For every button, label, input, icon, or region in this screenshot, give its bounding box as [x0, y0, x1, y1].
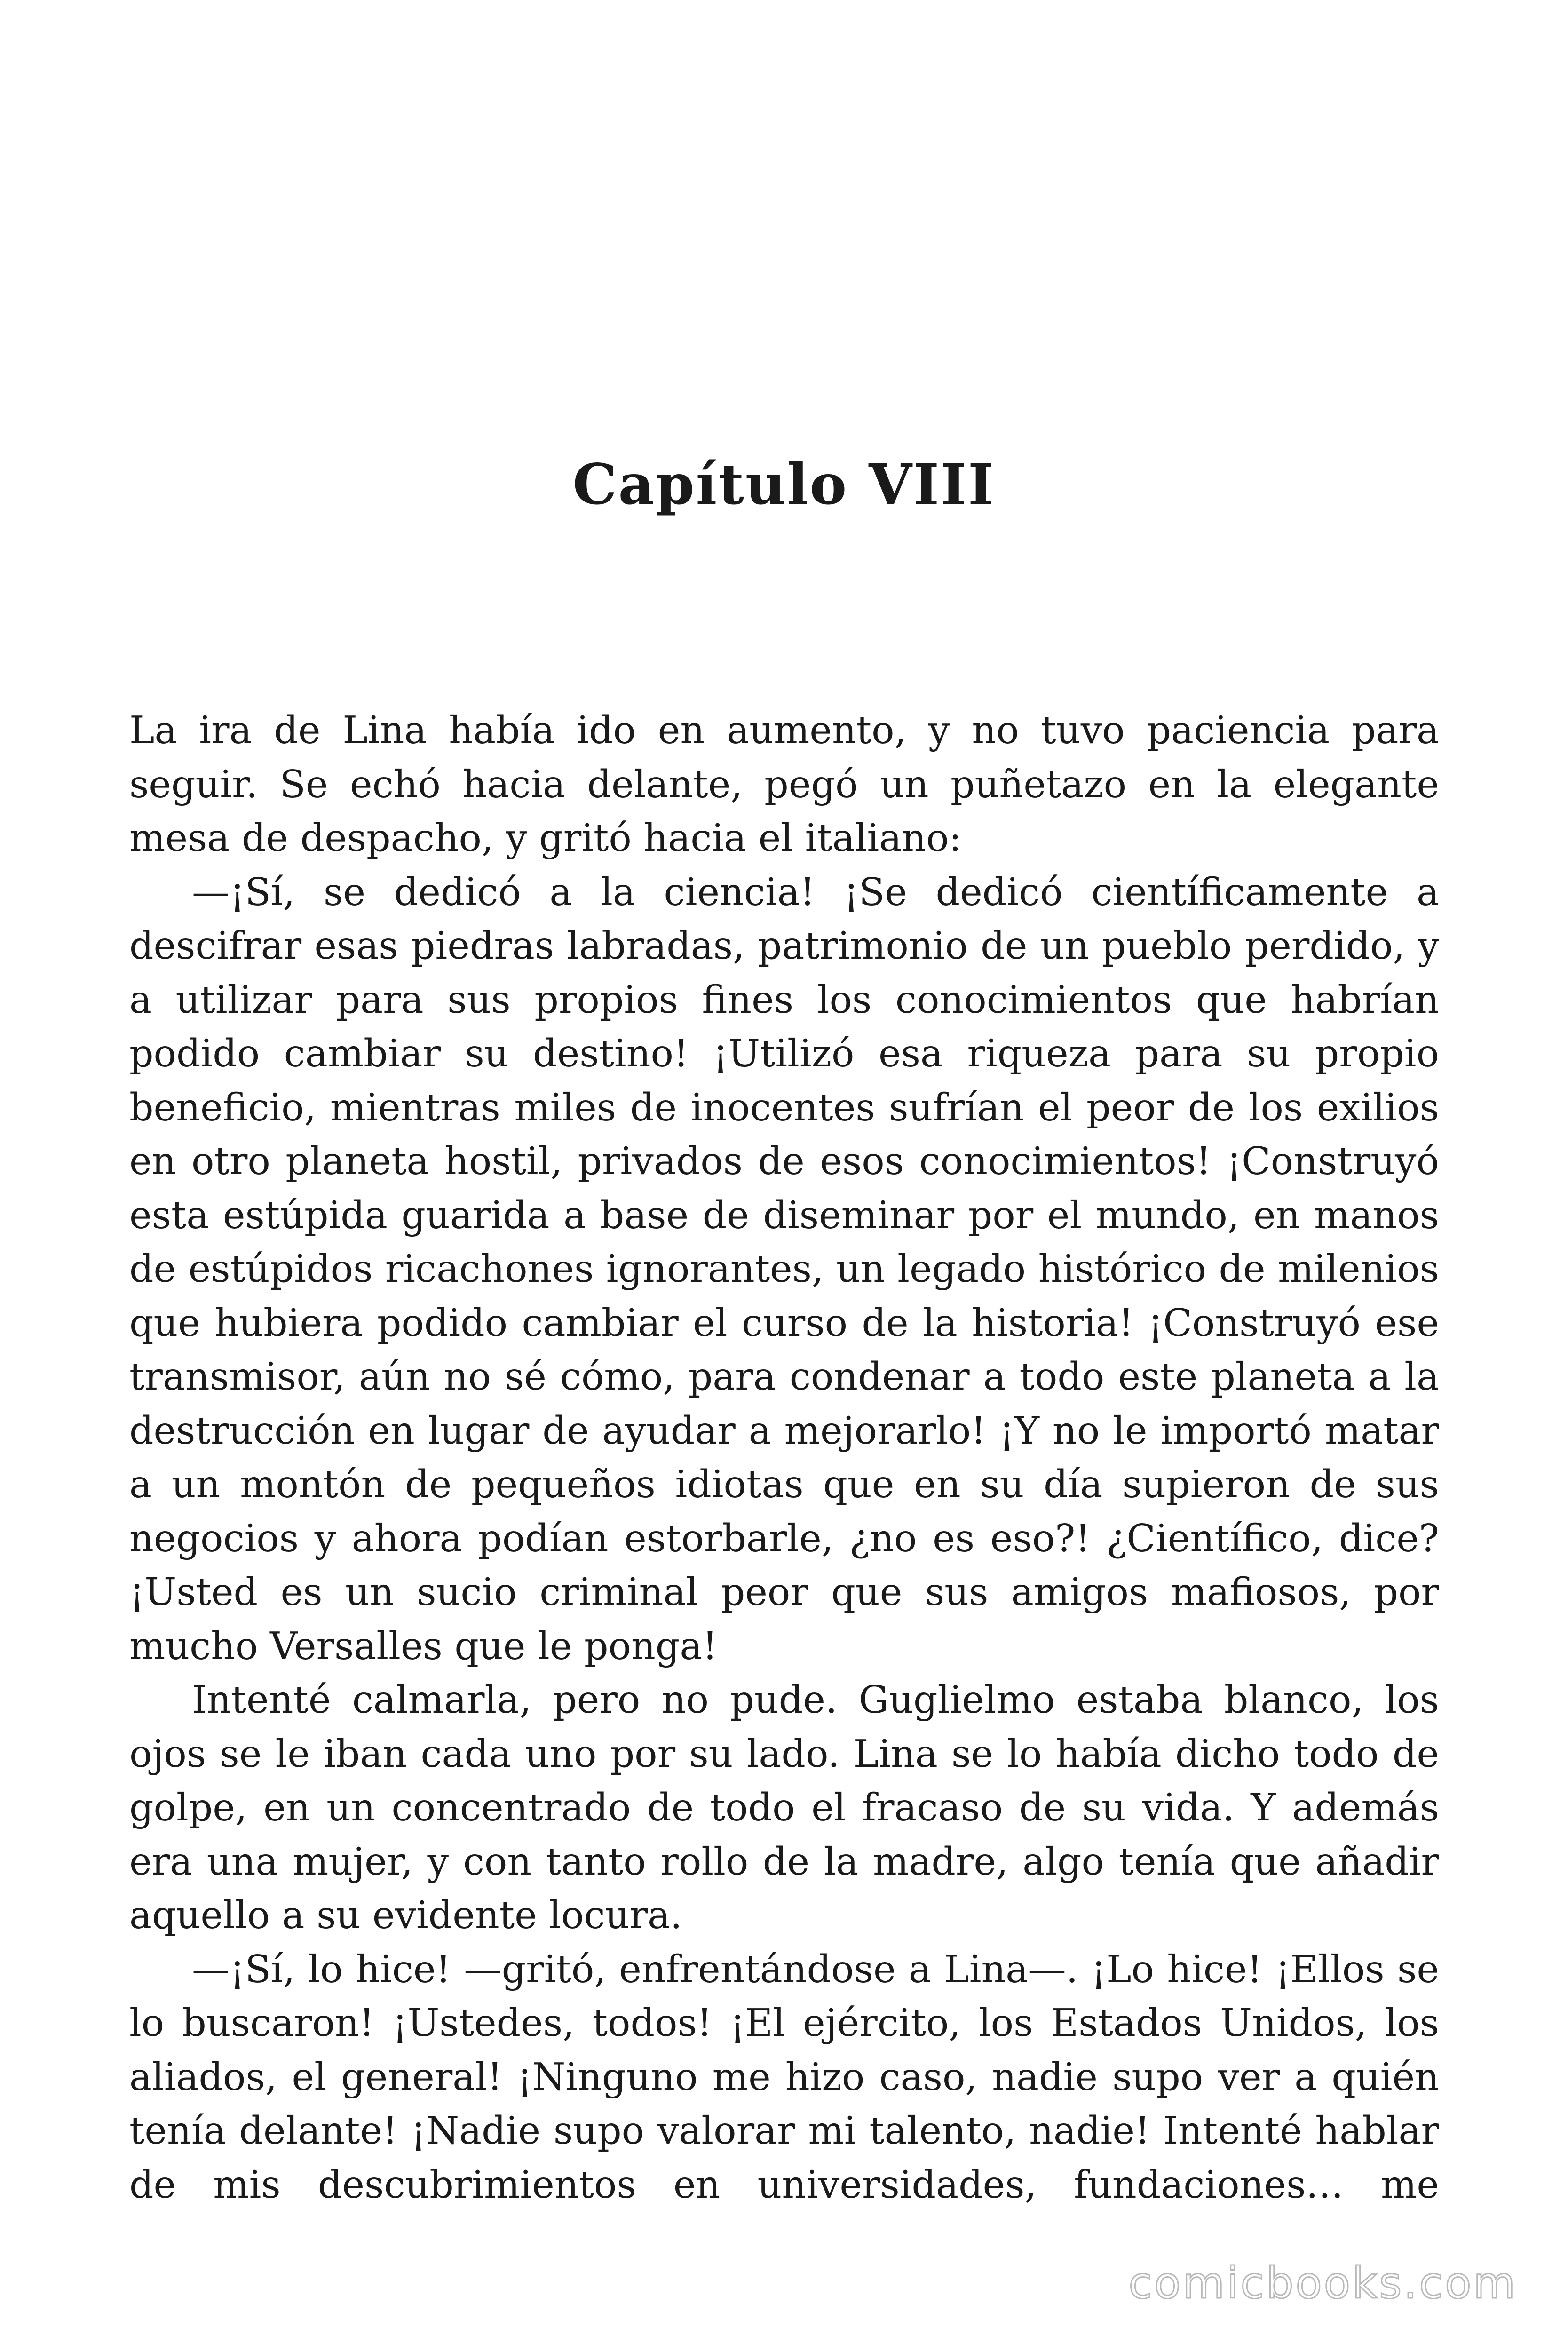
body-text [129, 703, 1439, 2211]
paragraph-1: La ira de Lina había ido en aumento, y no tuvo paciencia para seguir. Se echó hacia delante, pegó un puñetazo en la elegante mesa de despacho, y gritó hacia el italiano: [129, 708, 1439, 860]
paragraph-3: Intenté calmarla, pero no pude. Guglielmo estaba blanco, los ojos se le iban cada uno por su lado. Lina se lo había dicho todo de golpe, en un concentrado de todo el fracaso de su vida. Y además era una mujer, y con tanto rollo de la madre, algo tenía que añadir aquello a su evidente locura. [129, 1677, 1439, 1937]
paragraph-2: —¡Sí, se dedicó a la ciencia! ¡Se dedicó científicamente a descifrar esas piedras labradas, patrimonio de un pueblo perdido, y a utilizar para sus propios fines los conocimientos que habrían podido cambiar su destino! ¡Utilizó esa riqueza para su propio beneficio, mientras miles de inocentes sufrían el peor de los exilios en otro planeta hostil, privados de esos conocimientos! ¡Construyó esta estúpida guarida a base de diseminar por el mundo, en manos de estúpidos ricachones ignorantes, un legado histórico de milenios que hubiera podido cambiar el curso de la historia! ¡Construyó ese transmisor, aún no sé cómo, para condenar a todo este planeta a la destrucción en lugar de ayudar a mejorarlo! ¡Y no le importó matar a un montón de pequeños idiotas que en su día supieron de sus negocios y ahora podían estorbarle, ¿no es eso?! ¿Científico, dice? ¡Usted es un sucio criminal peor que sus amigos mafiosos, por mucho Versalles que le ponga! [129, 869, 1439, 1668]
watermark-text: comicbooks.com [1128, 2258, 1517, 2308]
paragraph-4: —¡Sí, lo hice! —gritó, enfrentándose a Lina—. ¡Lo hice! ¡Ellos se lo buscaron! ¡Ustedes, todos! ¡El ejército, los Estados Unidos, los aliados, el general! ¡Ninguno me hizo caso, nadie supo ver a quién tenía delante! ¡Nadie supo valorar mi talento, nadie! Intenté hablar de mis descubrimientos en universidades, fundaciones… me [129, 1947, 1439, 2207]
chapter-title: Capítulo VIII [572, 452, 996, 517]
